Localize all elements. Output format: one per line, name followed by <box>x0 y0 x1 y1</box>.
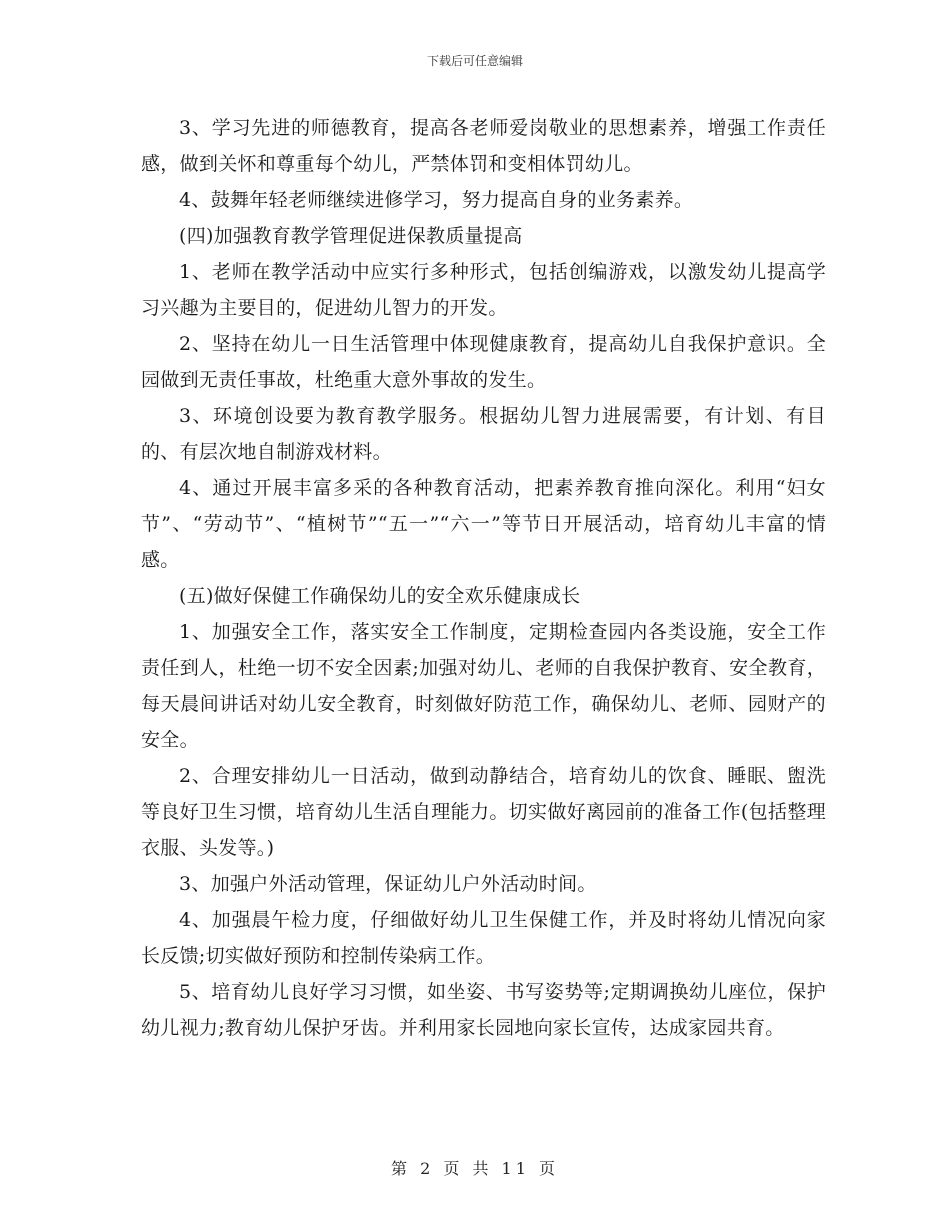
paragraph-daily-schedule: 2、合理安排幼儿一日活动，做到动静结合，培育幼儿的饮食、睡眠、盥洗等良好卫生习惯，培育幼儿生活自理能力。切实做好离园前的准备工作(包括整理衣服、头发等。) <box>141 765 826 859</box>
page-header: 下载后可任意编辑 <box>426 54 523 68</box>
section-heading-teaching-management: (四)加强教育教学管理促进保教质量提高 <box>179 225 523 247</box>
paragraph-activities: 4、通过开展丰富多采的各种教育活动，把素养教育推向深化。利用“妇女节”、“劳动节”、“植树节”“五一”“六一”等节日开展活动，培育幼儿丰富的情感。 <box>141 477 826 571</box>
paragraph-study-habits: 5、培育幼儿良好学习习惯，如坐姿、书写姿势等;定期调换幼儿座位，保护幼儿视力;教育幼儿保护牙齿。并利用家长园地向家长宣传，达成家园共育。 <box>141 981 826 1039</box>
paragraph-safety: 1、加强安全工作，落实安全工作制度，定期检查园内各类设施，安全工作责任到人，杜绝一切不安全因素;加强对幼儿、老师的自我保护教育、安全教育，每天晨间讲话对幼儿安全教育，时刻做好防范工作，确保幼儿、老师、园财产的安全。 <box>141 621 826 751</box>
document-body <box>141 110 826 1046</box>
paragraph-teacher-ethics: 3、学习先进的师德教育，提高各老师爱岗敬业的思想素养，增强工作责任感，做到关怀和尊重每个幼儿，严禁体罚和变相体罚幼儿。 <box>141 117 826 175</box>
section-heading-health-care: (五)做好保健工作确保幼儿的安全欢乐健康成长 <box>179 585 581 607</box>
paragraph-teaching-forms: 1、老师在教学活动中应实行多种形式，包括创编游戏，以激发幼儿提高学习兴趣为主要目的，促进幼儿智力的开发。 <box>141 261 826 319</box>
paragraph-young-teacher-study: 4、鼓舞年轻老师继续进修学习，努力提高自身的业务素养。 <box>179 189 694 211</box>
paragraph-environment: 3、环境创设要为教育教学服务。根据幼儿智力进展需要，有计划、有目的、有层次地自制游戏材料。 <box>141 405 826 463</box>
paragraph-outdoor: 3、加强户外活动管理，保证幼儿户外活动时间。 <box>179 873 597 895</box>
paragraph-health-check: 4、加强晨午检力度，仔细做好幼儿卫生保健工作，并及时将幼儿情况向家长反馈;切实做好预防和控制传染病工作。 <box>141 909 826 967</box>
paragraph-health-education: 2、坚持在幼儿一日生活管理中体现健康教育，提高幼儿自我保护意识。全园做到无责任事故，杜绝重大意外事故的发生。 <box>141 333 826 391</box>
page-number: 第 2 页 共 11 页 <box>391 1159 559 1178</box>
